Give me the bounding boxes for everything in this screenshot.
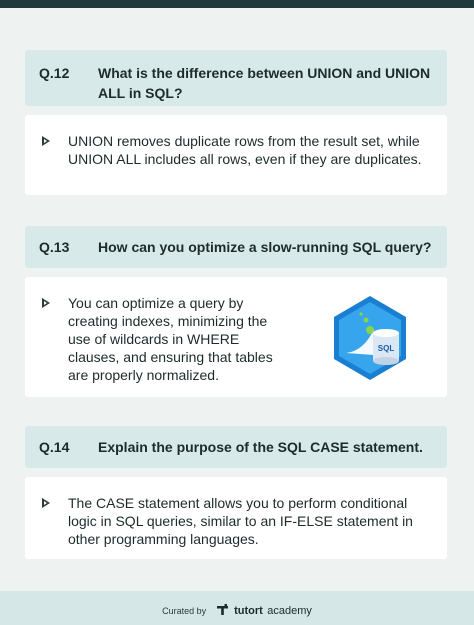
- play-bullet-icon: [42, 298, 50, 308]
- curated-by-label: Curated by: [162, 606, 207, 616]
- brand-name: tutort: [234, 605, 263, 617]
- footer-credit: [0, 602, 474, 620]
- answer-text: UNION removes duplicate rows from the result set, while UNION ALL includes all rows, even if they are duplicates.: [68, 133, 422, 167]
- play-bullet-icon: [42, 498, 50, 508]
- sql-badge-label: SQL: [377, 344, 395, 353]
- answer-card-q12: [25, 115, 447, 195]
- answer-text: The CASE statement allows you to perform conditional logic in SQL queries, similar to an IF-ELSE statement in other programming languages.: [68, 495, 413, 547]
- question-text: Explain the purpose of the SQL CASE statement.: [98, 439, 423, 455]
- question-number: Q.13: [39, 239, 70, 255]
- footer: [0, 591, 474, 625]
- question-number: Q.14: [39, 439, 70, 455]
- tutort-logo-icon: [217, 602, 228, 620]
- question-card-q12: [25, 50, 447, 106]
- question-text: What is the difference between UNION and UNION ALL in SQL?: [98, 65, 431, 101]
- play-bullet-icon: [42, 136, 50, 146]
- question-card-q13: [25, 226, 447, 268]
- sql-database-icon: [330, 293, 410, 383]
- question-number: Q.12: [39, 65, 70, 81]
- answer-card-q14: [25, 477, 447, 559]
- answer-text: You can optimize a query by creating indexes, minimizing the use of wildcards in WHERE clauses, and ensuring that tables are properly normalized.: [68, 295, 273, 383]
- question-card-q14: [25, 426, 447, 468]
- answer-card-q13: [25, 277, 447, 397]
- question-text: How can you optimize a slow-running SQL query?: [98, 239, 432, 255]
- brand-suffix: academy: [267, 605, 312, 617]
- top-bar: [0, 0, 474, 8]
